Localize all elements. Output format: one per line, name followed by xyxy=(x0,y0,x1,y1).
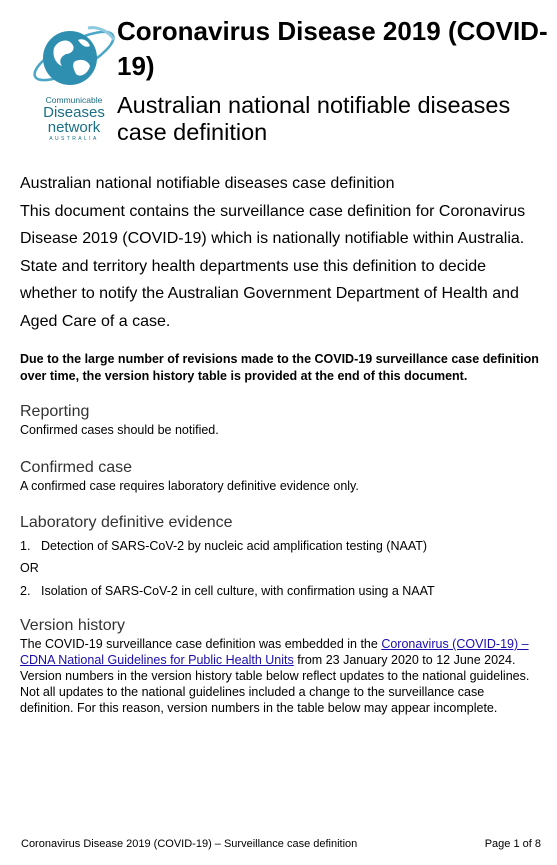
version-history-section xyxy=(20,616,540,716)
footer-document-title: Coronavirus Disease 2019 (COVID-19) – Surveillance case definition xyxy=(21,838,358,850)
or-separator: OR xyxy=(20,561,39,575)
confirmed-case-heading: Confirmed case xyxy=(20,459,133,476)
lab-evidence-section xyxy=(20,513,540,599)
cdna-guidelines-link[interactable]: Coronavirus (COVID-19) – CDNA National Guidelines for Public Health Units xyxy=(20,637,529,667)
version-history-text-start: The COVID-19 surveillance case definition was embedded in the xyxy=(20,637,382,651)
version-history-text-end: from 23 January 2020 to 12 June 2024. Version numbers in the version history table below reflect updates to the national guidelines. Not all updates to the national guidelines included a change to the surveillance case definition. For this reason, version numbers in the table below may appear incomplete. xyxy=(20,653,530,715)
logo-line-diseases: Diseases xyxy=(43,104,105,121)
list-item-text: Detection of SARS-CoV-2 by nucleic acid amplification testing (NAAT) xyxy=(41,539,428,553)
intro-paragraph: This document contains the surveillance case definition for Coronavirus Disease 2019 (COVID-19) which is nationally notifiable within Australia. State and territory health departments use this definition to decide whether to notify the Australian Government Department of Health and Aged Care of a case. xyxy=(20,202,526,330)
version-history-heading: Version history xyxy=(20,617,125,634)
cdna-logo xyxy=(28,18,120,148)
logo-line-network: network xyxy=(47,119,101,136)
globe-icon xyxy=(28,18,120,96)
intro-section xyxy=(20,170,540,335)
document-header xyxy=(20,14,550,154)
confirmed-case-text: A confirmed case requires laboratory definitive evidence only. xyxy=(20,479,359,493)
list-item-text: Isolation of SARS-CoV-2 in cell culture, with confirmation using a NAAT xyxy=(41,584,435,598)
page-number: Page 1 of 8 xyxy=(484,838,541,850)
intro-line: Australian national notifiable diseases case definition xyxy=(20,175,395,192)
list-number: 2. xyxy=(20,584,31,598)
list-item xyxy=(20,583,540,599)
version-history-text xyxy=(20,636,540,716)
reporting-heading: Reporting xyxy=(20,403,90,420)
list-item xyxy=(20,538,540,554)
confirmed-case-section xyxy=(20,458,540,494)
logo-line-australia: AUSTRALIA xyxy=(49,136,99,142)
reporting-text: Confirmed cases should be notified. xyxy=(20,423,219,437)
revision-notice: Due to the large number of revisions made to the COVID-19 surveillance case definition over time, the version history table is provided at the end of this document. xyxy=(20,352,539,383)
logo-wordmark xyxy=(28,96,120,143)
lab-evidence-heading: Laboratory definitive evidence xyxy=(20,514,233,531)
document-subtitle: Australian national notifiable diseases case definition xyxy=(117,92,511,145)
document-title: Coronavirus Disease 2019 (COVID-19) xyxy=(117,16,548,81)
logo-line-communicable: Communicable xyxy=(45,95,103,105)
list-number: 1. xyxy=(20,539,31,553)
reporting-section xyxy=(20,402,540,438)
